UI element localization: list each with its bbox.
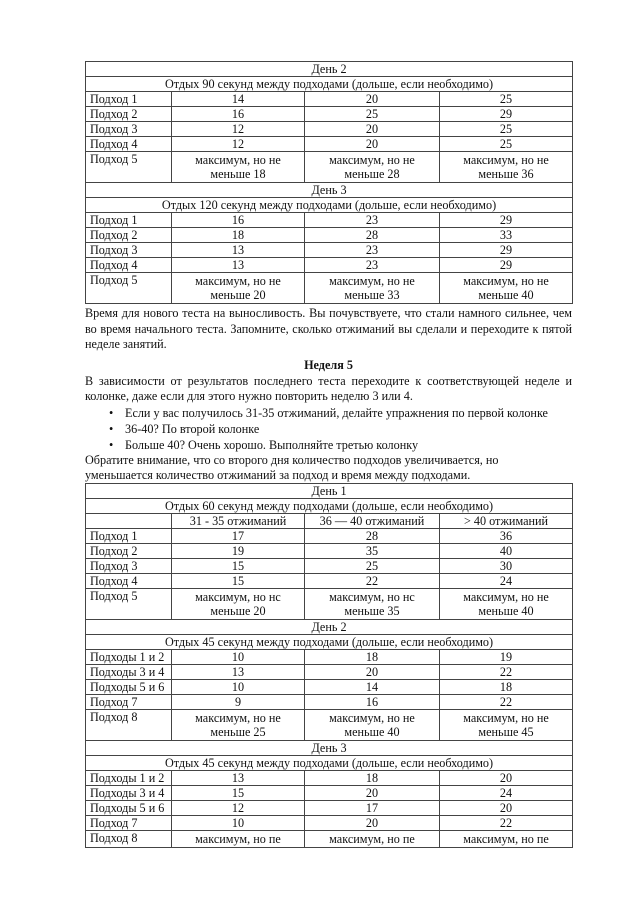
reps-cell: 16 (172, 213, 305, 228)
table-row (86, 709, 573, 740)
body-paragraph: Время для нового теста на выносливость. Вы почувствуете, что стали намного сильнее, чем во время начального теста. Запомните, сколько отжиманий вы сделали и переходите к пятой неделе занятий. (85, 306, 572, 351)
reps-cell: 15 (172, 558, 305, 573)
max-line: максимум, но не (195, 710, 281, 725)
max-line: меньше 25 (210, 724, 266, 739)
table-row (86, 543, 573, 558)
max-line: меньше 18 (210, 167, 266, 181)
max-line: меньше 35 (344, 603, 400, 618)
max-line: меньше 40 (344, 724, 400, 739)
max-line: меньше 36 (478, 167, 534, 181)
table-row (86, 694, 573, 709)
max-line: максимум, но не (195, 153, 281, 167)
max-cell (440, 273, 573, 304)
table-row (86, 137, 573, 152)
reps-cell: 16 (305, 694, 440, 709)
reps-cell: 22 (440, 694, 573, 709)
set-label: Подход 4 (86, 573, 172, 588)
max-cell (172, 830, 305, 847)
reps-cell: 28 (305, 528, 440, 543)
reps-cell: 17 (305, 800, 440, 815)
reps-cell: 20 (305, 785, 440, 800)
table-row (86, 770, 573, 785)
set-label: Подход 2 (86, 228, 172, 243)
bullet-text: Больше 40? Очень хорошо. Выполняйте третью колонку (125, 437, 419, 452)
rest-note: Отдых 120 секунд между подходами (дольше, если необходимо) (86, 198, 573, 213)
max-cell (172, 273, 305, 304)
bullet-list (85, 405, 572, 453)
max-line: максимум, но не (329, 153, 415, 167)
set-label: Подходы 1 и 2 (86, 770, 172, 785)
max-line: максимум, но не (463, 710, 549, 725)
set-label: Подход 5 (86, 152, 172, 183)
reps-cell: 22 (305, 573, 440, 588)
set-label: Подход 1 (86, 92, 172, 107)
reps-cell: 23 (305, 213, 440, 228)
set-label: Подходы 3 и 4 (86, 785, 172, 800)
table-row (86, 528, 573, 543)
reps-cell: 29 (440, 243, 573, 258)
reps-cell: 13 (172, 243, 305, 258)
max-line: максимум, но нс (195, 589, 281, 604)
reps-cell: 13 (172, 770, 305, 785)
list-item (85, 421, 572, 437)
table-row (86, 800, 573, 815)
reps-cell: 23 (305, 243, 440, 258)
set-label: Подход 2 (86, 543, 172, 558)
reps-cell: 12 (172, 122, 305, 137)
note-line: уменьшается количество отжиманий за подход и время между подходами. (85, 467, 471, 482)
bullet-icon: • (109, 437, 114, 452)
reps-cell: 25 (440, 137, 573, 152)
table-row (86, 258, 573, 273)
rest-note: Отдых 60 секунд между подходами (дольше, если необходимо) (86, 498, 573, 513)
reps-cell: 15 (172, 573, 305, 588)
reps-cell: 13 (172, 664, 305, 679)
max-line: меньше 40 (478, 603, 534, 618)
week-heading: Неделя 5 (304, 357, 353, 372)
set-label: Подход 1 (86, 528, 172, 543)
day-title: День 1 (86, 483, 573, 498)
reps-cell: 18 (305, 770, 440, 785)
max-cell (172, 588, 305, 619)
table-row (86, 588, 573, 619)
table-row (86, 785, 573, 800)
max-cell (305, 588, 440, 619)
reps-cell: 36 (440, 528, 573, 543)
max-line: максимум, но не (463, 274, 549, 288)
day-title: День 3 (86, 740, 573, 755)
max-cell (305, 830, 440, 847)
training-table-week5 (85, 483, 573, 848)
table-row (86, 679, 573, 694)
table-row (86, 830, 573, 847)
table-row (86, 152, 573, 183)
table-row (86, 213, 573, 228)
table-row (86, 92, 573, 107)
set-label: Подход 7 (86, 815, 172, 830)
max-line: максимум, но не (195, 274, 281, 288)
reps-cell: 20 (440, 800, 573, 815)
max-line: максимум, но пе (463, 831, 549, 846)
reps-cell: 23 (305, 258, 440, 273)
reps-cell: 40 (440, 543, 573, 558)
set-label: Подход 8 (86, 830, 172, 847)
max-cell (440, 152, 573, 183)
max-cell (172, 709, 305, 740)
reps-cell: 25 (305, 558, 440, 573)
reps-cell: 18 (172, 228, 305, 243)
reps-cell: 9 (172, 694, 305, 709)
training-table-week4 (85, 61, 573, 304)
corner-cell (86, 513, 172, 528)
max-cell (305, 273, 440, 304)
column-header-row (86, 513, 573, 528)
reps-cell: 14 (172, 92, 305, 107)
max-line: меньше 33 (344, 288, 400, 302)
set-label: Подход 7 (86, 694, 172, 709)
reps-cell: 24 (440, 785, 573, 800)
max-line: меньше 40 (478, 288, 534, 302)
note-line: Обратите внимание, что со второго дня количество подходов увеличивается, но (85, 452, 499, 467)
table-row (86, 243, 573, 258)
max-cell (440, 588, 573, 619)
max-cell (440, 709, 573, 740)
bullet-icon: • (109, 421, 114, 436)
column-header: 36 — 40 отжиманий (305, 513, 440, 528)
column-header: 31 - 35 отжиманий (172, 513, 305, 528)
set-label: Подход 3 (86, 122, 172, 137)
table-row (86, 664, 573, 679)
reps-cell: 20 (305, 122, 440, 137)
list-item (85, 405, 572, 421)
reps-cell: 29 (440, 107, 573, 122)
table-row (86, 573, 573, 588)
max-cell (172, 152, 305, 183)
set-label: Подходы 5 и 6 (86, 800, 172, 815)
max-cell (305, 152, 440, 183)
max-line: максимум, но пе (329, 831, 415, 846)
document-page (85, 61, 572, 848)
reps-cell: 18 (440, 679, 573, 694)
reps-cell: 15 (172, 785, 305, 800)
rest-note: Отдых 45 секунд между подходами (дольше, если необходимо) (86, 634, 573, 649)
reps-cell: 20 (305, 815, 440, 830)
table-row (86, 815, 573, 830)
reps-cell: 22 (440, 815, 573, 830)
reps-cell: 22 (440, 664, 573, 679)
reps-cell: 16 (172, 107, 305, 122)
reps-cell: 18 (305, 649, 440, 664)
list-item (85, 437, 572, 453)
reps-cell: 25 (440, 122, 573, 137)
bullet-icon: • (109, 405, 114, 420)
day-title: День 3 (86, 183, 573, 198)
reps-cell: 20 (305, 92, 440, 107)
set-label: Подход 5 (86, 273, 172, 304)
table-row (86, 558, 573, 573)
max-cell (305, 709, 440, 740)
max-line: максимум, но не (329, 710, 415, 725)
set-label: Подход 8 (86, 709, 172, 740)
set-label: Подход 4 (86, 137, 172, 152)
reps-cell: 29 (440, 258, 573, 273)
table-row (86, 228, 573, 243)
bullet-text: Если у вас получилось 31-35 отжиманий, делайте упражнения по первой колонке (125, 405, 548, 420)
rest-note: Отдых 45 секунд между подходами (дольше, если необходимо) (86, 755, 573, 770)
reps-cell: 17 (172, 528, 305, 543)
set-label: Подходы 1 и 2 (86, 649, 172, 664)
reps-cell: 13 (172, 258, 305, 273)
max-line: максимум, но не (329, 274, 415, 288)
day-title: День 2 (86, 62, 573, 77)
set-label: Подход 4 (86, 258, 172, 273)
rest-note: Отдых 90 секунд между подходами (дольше, если необходимо) (86, 77, 573, 92)
intro-paragraph: В зависимости от результатов последнего теста переходите к соответствующей неделе и колонке, даже если для этого нужно повторить неделю 3 или 4. (85, 373, 572, 403)
day-title: День 2 (86, 619, 573, 634)
set-label: Подход 3 (86, 243, 172, 258)
reps-cell: 25 (305, 107, 440, 122)
max-line: максимум, но пе (195, 831, 281, 846)
table-row (86, 122, 573, 137)
reps-cell: 35 (305, 543, 440, 558)
reps-cell: 12 (172, 137, 305, 152)
reps-cell: 14 (305, 679, 440, 694)
set-label: Подходы 5 и 6 (86, 679, 172, 694)
set-label: Подходы 3 и 4 (86, 664, 172, 679)
bullet-text: 36-40? По второй колонке (125, 421, 260, 436)
reps-cell: 10 (172, 815, 305, 830)
column-header: > 40 отжиманий (440, 513, 573, 528)
set-label: Подход 2 (86, 107, 172, 122)
reps-cell: 29 (440, 213, 573, 228)
table-row (86, 649, 573, 664)
max-line: меньше 28 (344, 167, 400, 181)
reps-cell: 20 (305, 664, 440, 679)
reps-cell: 33 (440, 228, 573, 243)
max-line: максимум, но не (463, 589, 549, 604)
reps-cell: 19 (440, 649, 573, 664)
reps-cell: 20 (440, 770, 573, 785)
reps-cell: 10 (172, 679, 305, 694)
reps-cell: 28 (305, 228, 440, 243)
set-label: Подход 3 (86, 558, 172, 573)
max-cell (440, 830, 573, 847)
reps-cell: 25 (440, 92, 573, 107)
max-line: меньше 20 (210, 288, 266, 302)
table-row (86, 273, 573, 304)
reps-cell: 19 (172, 543, 305, 558)
max-line: меньше 20 (210, 603, 266, 618)
reps-cell: 30 (440, 558, 573, 573)
table-row (86, 107, 573, 122)
set-label: Подход 1 (86, 213, 172, 228)
reps-cell: 24 (440, 573, 573, 588)
max-line: меньше 45 (478, 724, 534, 739)
max-line: максимум, но не (463, 153, 549, 167)
set-label: Подход 5 (86, 588, 172, 619)
reps-cell: 10 (172, 649, 305, 664)
max-line: максимум, но нс (329, 589, 415, 604)
reps-cell: 12 (172, 800, 305, 815)
reps-cell: 20 (305, 137, 440, 152)
